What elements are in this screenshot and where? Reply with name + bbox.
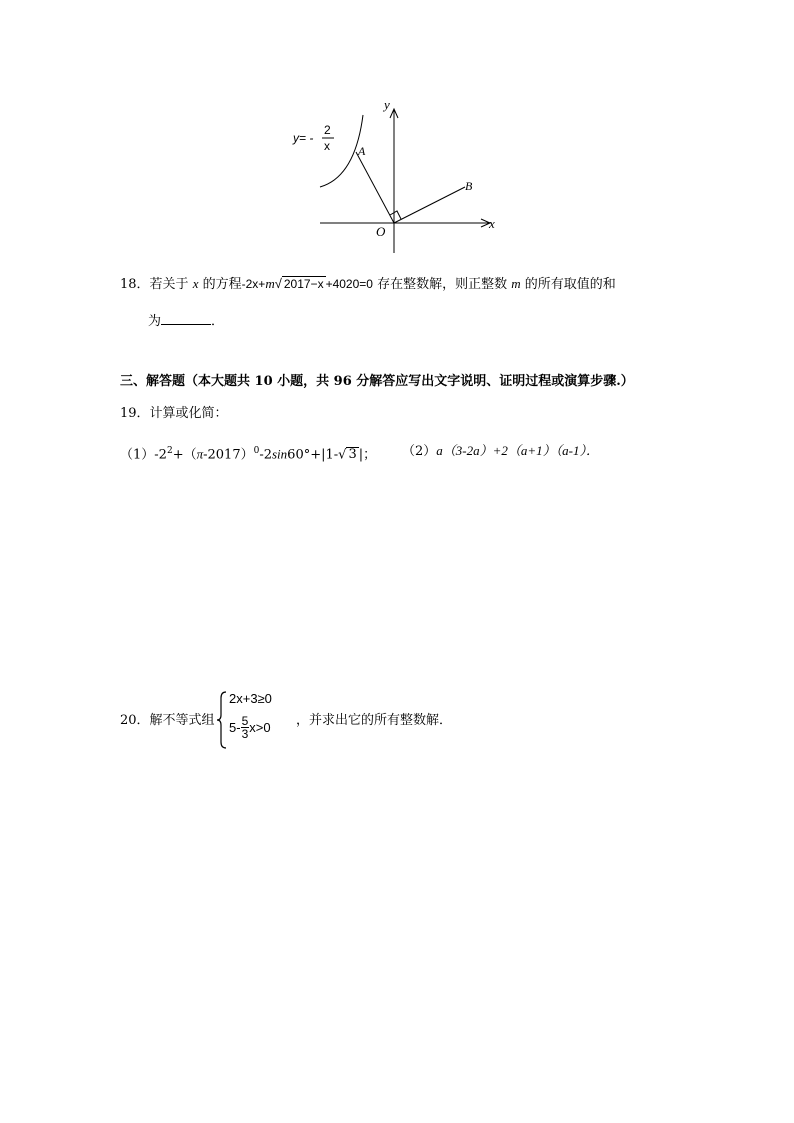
q19-p1-pi: π xyxy=(196,446,204,462)
ineq2-num: 5 xyxy=(241,714,249,728)
curve-label-y: y= - xyxy=(293,131,314,145)
q18-text-4: 的所有取值的和 xyxy=(524,277,616,292)
question-19 xyxy=(120,405,228,423)
curve-label-den: x xyxy=(324,139,330,153)
ineq2-fraction xyxy=(241,715,250,740)
q19-p2-label: （2） xyxy=(402,444,437,459)
sqrt-sign: √ xyxy=(338,447,347,463)
q20-number: 20． xyxy=(120,713,150,728)
curve-label-num: 2 xyxy=(324,123,331,137)
q18-text-3: 存在整数解，则正整数 xyxy=(377,277,508,292)
label-origin: O xyxy=(376,224,386,239)
q18-var-x: x xyxy=(192,276,199,291)
q18-var-m2: m xyxy=(511,276,521,291)
q18-expr-a: -2x+ xyxy=(241,277,266,291)
q19-p1-sqrt: 3 xyxy=(348,447,357,463)
q18-var-m: m xyxy=(265,276,275,291)
section-3-heading: 三、解答题（本大题共 10 小题，共 96 分解答应写出文字说明、证明过程或演算步骤.） xyxy=(120,374,634,389)
question-18-line-2 xyxy=(148,312,224,331)
segment-ob xyxy=(394,187,465,223)
q18-number: 18． xyxy=(120,277,150,292)
answer-blank[interactable] xyxy=(161,312,211,325)
q19-p1-label: （1） xyxy=(120,447,155,463)
q19-p1-e: 60°+|1- xyxy=(287,447,339,463)
q18-text-1: 若关于 xyxy=(149,277,189,292)
inequality-2 xyxy=(229,715,271,740)
q18-expr-b: +4020=0 xyxy=(325,277,373,291)
q19-p1-sup: 2 xyxy=(166,446,173,456)
q20-prompt-pre: 解不等式组 xyxy=(149,713,215,728)
question-19-part-2 xyxy=(402,442,599,461)
question-18 xyxy=(120,275,616,294)
q19-p1-sup0: 0 xyxy=(253,446,260,456)
q19-p1-sin: sin xyxy=(272,446,288,462)
sqrt-sign: √ xyxy=(274,276,282,291)
label-point-b: B xyxy=(465,179,473,193)
coordinate-figure xyxy=(280,95,510,260)
q19-p2-expr: a（3-2a）+2（a+1）（a-1）． xyxy=(436,443,599,458)
segment-oa xyxy=(356,152,394,223)
ineq2-b: x>0 xyxy=(249,720,271,735)
q18-text-2: 的方程 xyxy=(202,277,242,292)
system-brace xyxy=(216,690,228,750)
q19-p1-d: -2 xyxy=(259,447,272,463)
question-20-number xyxy=(120,712,215,730)
ineq2-den: 3 xyxy=(241,727,249,741)
q19-p1-b: +（ xyxy=(172,447,197,463)
label-x-axis: x xyxy=(489,216,495,231)
q18-sqrt-body: 2017−x xyxy=(283,277,324,291)
q19-number: 19． xyxy=(120,406,150,421)
q19-p1-f: |； xyxy=(358,447,377,463)
q19-p1-a: -2 xyxy=(154,447,167,463)
q19-p1-c: -2017） xyxy=(203,447,254,463)
question-19-part-1 xyxy=(120,442,376,464)
q18-line2-prefix: 为 xyxy=(148,314,162,329)
q19-prompt: 计算或化简： xyxy=(149,406,228,421)
label-point-a: A xyxy=(358,144,366,158)
inequality-1: 2x+3≥0 xyxy=(229,691,272,706)
brace-path xyxy=(217,692,226,748)
label-y-axis: y xyxy=(384,97,390,112)
ineq2-a: 5- xyxy=(229,720,241,735)
question-20-post: ，并求出它的所有整数解． xyxy=(296,713,453,728)
q18-line2-suffix: ． xyxy=(211,314,225,329)
